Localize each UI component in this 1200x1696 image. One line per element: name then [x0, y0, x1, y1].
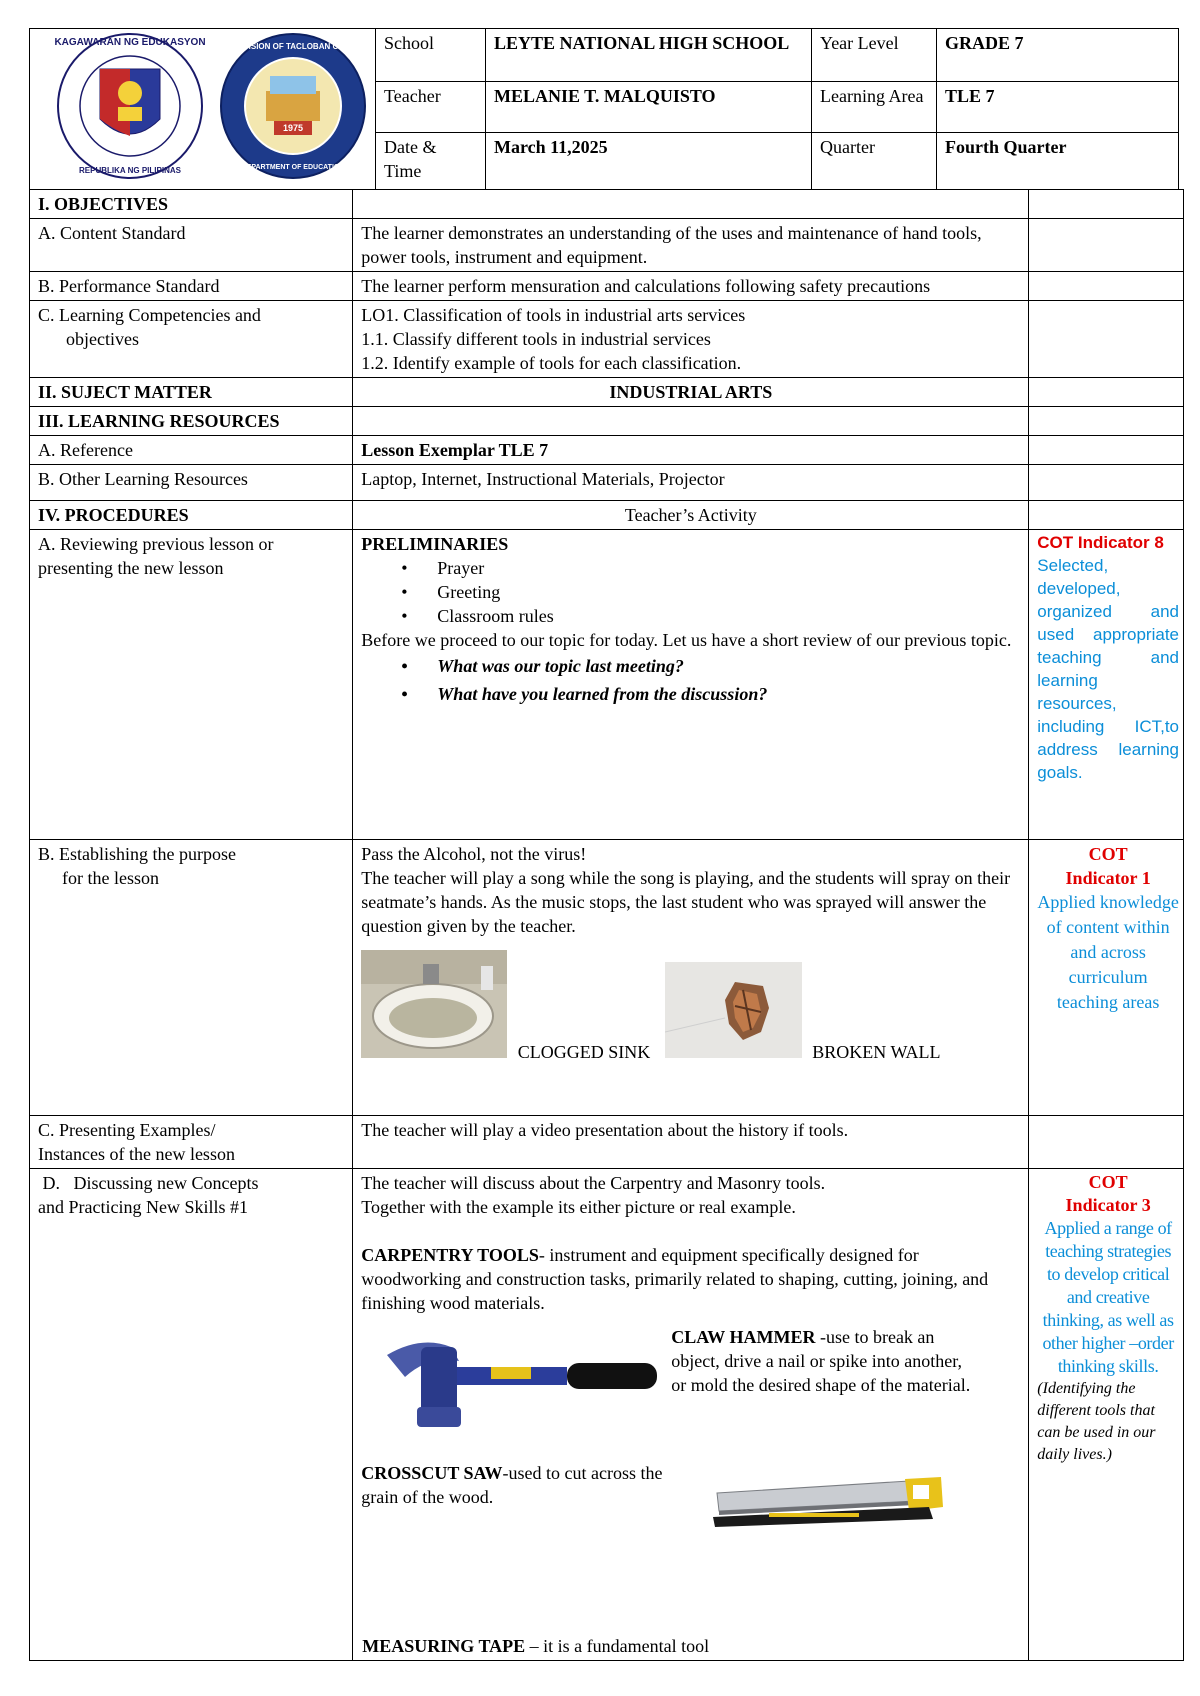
- cot-indicator-3: COT Indicator 3 Applied a range of teaching strategies to develop critical and creative thinking, as well as other higher –order thinking skills. (Identifying the different tools that can be used in our daily lives.): [1029, 1169, 1184, 1661]
- preliminaries-title: PRELIMINARIES: [361, 534, 509, 554]
- review-questions: [361, 652, 1020, 708]
- preliminaries-list: [361, 556, 1020, 628]
- lesson-plan-page: [29, 28, 1179, 1661]
- other-resources-value: Laptop, Internet, Instructional Materials, Projector: [353, 465, 1029, 501]
- broken-wall-caption: BROKEN WALL: [812, 1042, 941, 1062]
- broken-wall-image: [665, 962, 802, 1064]
- cot-indicator-1: COT Indicator 1 Applied knowledge of content within and across curriculum teaching areas: [1029, 840, 1184, 1116]
- division-seal-icon: [221, 34, 365, 178]
- svg-text:KAGAWARAN NG EDUKASYON: KAGAWARAN NG EDUKASYON: [54, 37, 206, 48]
- procedure-b-label: B. Establishing the purpose for the lesson: [30, 840, 353, 1116]
- reference-label: A. Reference: [30, 436, 353, 465]
- cot-indicator-8: COT Indicator 8 Selected, developed, organized and used appropriate teaching and learning resources, including ICT,to address learning goals.: [1029, 530, 1184, 840]
- resources-heading: III. LEARNING RESOURCES: [30, 407, 353, 436]
- competencies-label: C. Learning Competencies and objectives: [30, 301, 353, 378]
- deped-logos: [38, 31, 367, 181]
- teacher-activity-heading: Teacher’s Activity: [353, 501, 1029, 530]
- saw-block: [361, 1461, 1020, 1571]
- procedure-d-label: D. Discussing new Concepts and Practicing New Skills #1: [30, 1169, 353, 1661]
- svg-text:DIVISION OF TACLOBAN CITY: DIVISION OF TACLOBAN CITY: [235, 42, 351, 51]
- procedure-b-content: Pass the Alcohol, not the virus! The teacher will play a song while the song is playing, and the students will spray on their seatmate’s hands. As the music stops, the last student who was sprayed will answer the question given by the teacher. CLOGGED SINK BROKEN WALL: [353, 840, 1029, 1116]
- claw-hammer-image: [381, 1337, 661, 1437]
- procedures-heading: IV. PROCEDURES: [30, 501, 353, 530]
- quarter-value: Fourth Quarter: [937, 133, 1179, 190]
- deped-seal-icon: [54, 34, 205, 178]
- review-text: Before we proceed to our topic for today. Let us have a short review of our previous topic.: [361, 630, 1012, 650]
- year-level-label: Year Level: [812, 29, 937, 82]
- procedure-d-content: The teacher will discuss about the Carpentry and Masonry tools. Together with the example its either picture or real example. CARPENTRY TOOLS- instrument and equipment specifically designed for woodworking and construction tasks, primarily related to shaping, cutting, joining, and finishing wood materials. CLAW HAMMER -use to break an object, drive a nail or spike into another, or mold the desired shape of the material. CROSSCUT SAW-used to cut across the grain of the wood. MEASURING TAPE – it is a fundamental tool: [353, 1169, 1029, 1661]
- learning-area-label: Learning Area: [812, 82, 937, 133]
- objectives-heading: I. OBJECTIVES: [30, 190, 353, 219]
- clogged-sink-caption: CLOGGED SINK: [517, 1042, 651, 1062]
- procedure-c-label: C. Presenting Examples/ Instances of the new lesson: [30, 1116, 353, 1169]
- logos-cell: [30, 29, 376, 190]
- date-value: March 11,2025: [486, 133, 812, 190]
- content-standard-text: The learner demonstrates an understanding of the uses and maintenance of hand tools, power tools, instrument and equipment.: [353, 219, 1029, 272]
- school-value: LEYTE NATIONAL HIGH SCHOOL: [486, 29, 812, 82]
- carpentry-tools-definition: CARPENTRY TOOLS- instrument and equipment specifically designed for woodworking and construction tasks, primarily related to shaping, cutting, joining, and finishing wood materials.: [361, 1245, 989, 1313]
- svg-text:DEPARTMENT OF EDUCATION: DEPARTMENT OF EDUCATION: [241, 164, 345, 171]
- competencies-text: LO1. Classification of tools in industrial arts services 1.1. Classify different tools in industrial services 1.2. Identify example of tools for each classification.: [353, 301, 1029, 378]
- list-item: • Prayer: [401, 556, 1020, 580]
- procedure-a-label: A. Reviewing previous lesson or presenting the new lesson: [30, 530, 353, 840]
- list-item: • What was our topic last meeting?: [401, 652, 1020, 680]
- crosscut-saw-image: [709, 1477, 945, 1543]
- list-item: • What have you learned from the discussion?: [401, 680, 1020, 708]
- list-item: • Greeting: [401, 580, 1020, 604]
- procedure-c-content: The teacher will play a video presentation about the history if tools.: [353, 1116, 1029, 1169]
- performance-standard-text: The learner perform mensuration and calculations following safety precautions: [353, 272, 1029, 301]
- measuring-tape-definition: MEASURING TAPE – it is a fundamental tool: [362, 1636, 710, 1656]
- performance-standard-label: B. Performance Standard: [30, 272, 353, 301]
- other-resources-label: B. Other Learning Resources: [30, 465, 353, 501]
- date-label: Date & Time: [376, 133, 486, 190]
- quarter-label: Quarter: [812, 133, 937, 190]
- school-label: School: [376, 29, 486, 82]
- picture-row: [361, 950, 1020, 1064]
- learning-area-value: TLE 7: [937, 82, 1179, 133]
- list-item: • Classroom rules: [401, 604, 1020, 628]
- svg-text:1975: 1975: [282, 123, 304, 133]
- procedure-a-content: [353, 530, 1029, 840]
- reference-value: Lesson Exemplar TLE 7: [353, 436, 1029, 465]
- header-table: [29, 28, 1179, 190]
- subject-matter-heading: II. SUJECT MATTER: [30, 378, 353, 407]
- lesson-table: [29, 189, 1184, 1661]
- teacher-label: Teacher: [376, 82, 486, 133]
- hammer-block: [361, 1325, 1020, 1455]
- teacher-value: MELANIE T. MALQUISTO: [486, 82, 812, 133]
- claw-hammer-definition: CLAW HAMMER -use to break an object, drive a nail or spike into another, or mold the desired shape of the material.: [671, 1327, 971, 1395]
- year-level-value: GRADE 7: [937, 29, 1179, 82]
- content-standard-label: A. Content Standard: [30, 219, 353, 272]
- svg-text:REPUBLIKA NG PILIPINAS: REPUBLIKA NG PILIPINAS: [79, 166, 181, 175]
- crosscut-saw-definition: CROSSCUT SAW-used to cut across the grain of the wood.: [361, 1463, 663, 1507]
- clogged-sink-image: [361, 950, 507, 1064]
- subject-matter-value: INDUSTRIAL ARTS: [353, 378, 1029, 407]
